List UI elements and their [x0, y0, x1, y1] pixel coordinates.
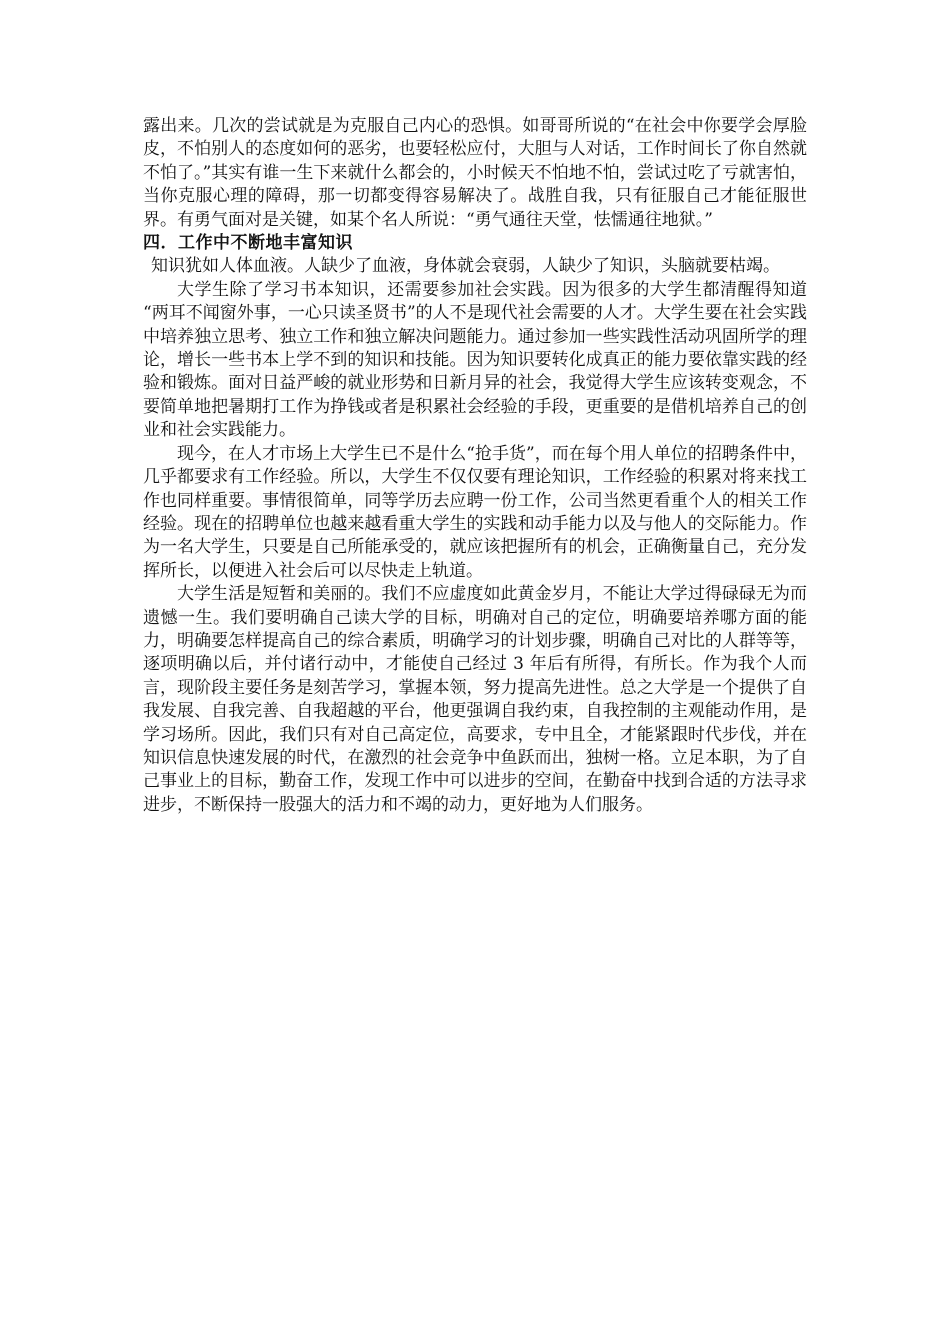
document-page: [143, 115, 807, 817]
paragraph-knowledge-blood: 知识犹如人体血液。人缺少了血液，身体就会衰弱，人缺少了知识，头脑就要枯竭。: [151, 256, 780, 277]
paragraph-courage: 露出来。几次的尝试就是为克服自己内心的恐惧。如哥哥所说的“在社会中你要学会厚脸皮，不怕别人的态度如何的恶劣，也要轻松应付，大胆与人对话，工作时间长了你自然就不怕了。”其实有谁一生下来就什么都会的，小时候天不怕地不怕，尝试过吃了亏就害怕，当你克服心理的障碍，那一切都变得容易解决了。战胜自我，只有征服自己才能征服世界。有勇气面对是关键，如某个名人所说：“勇气通往天堂，怯懦通往地狱。”: [143, 116, 807, 230]
paragraph-work-experience: 现今，在人才市场上大学生已不是什么“抢手货”，而在每个用人单位的招聘条件中，几乎都要求有工作经验。所以，大学生不仅仅要有理论知识，工作经验的积累对将来找工作也同样重要。事情很简单，同等学历去应聘一份工作，公司当然更看重个人的相关工作经验。现在的招聘单位也越来越看重大学生的实践和动手能力以及与他人的交际能力。作为一名大学生，只要是自己所能承受的，就应该把握所有的机会，正确衡量自己，充分发挥所长，以便进入社会后可以尽快走上轨道。: [143, 443, 807, 581]
section-heading-4: 四．工作中不断地丰富知识: [143, 233, 353, 254]
paragraph-social-practice: 大学生除了学习书本知识，还需要参加社会实践。因为很多的大学生都清醒得知道 “两耳不闻窗外事，一心只读圣贤书”的人不是现代社会需要的人才。大学生要在社会实践中培养独立思考、独立工作和独立解决问题能力。通过参加一些实践性活动巩固所学的理论，增长一些书本上学不到的知识和技能。因为知识要转化成真正的能力要依靠实践的经验和锻炼。面对日益严峻的就业形势和日新月异的社会，我觉得大学生应该转变观念，不要简单地把暑期打工作为挣钱或者是积累社会经验的手段，更重要的是借机培养自己的创业和社会实践能力。: [143, 279, 807, 441]
paragraph-college-life: 大学生活是短暂和美丽的。我们不应虚度如此黄金岁月，不能让大学过得碌碌无为而遗憾一生。我们要明确自己读大学的目标，明确对自己的定位，明确要培养哪方面的能力，明确要怎样提高自己的综合素质，明确学习的计划步骤，明确自己对比的人群等等，逐项明确以后，并付诸行动中，才能使自己经过 3 年后有所得，有所长。作为我个人而言，现阶段主要任务是刻苦学习，掌握本领，努力提高先进性。总之大学是一个提供了自我发展、自我完善、自我超越的平台，他更强调自我约束，自我控制的主观能动作用，是学习场所。因此，我们只有对自己高定位，高要求，专中且全，才能紧跟时代步伐，并在知识信息快速发展的时代，在激烈的社会竞争中鱼跃而出，独树一格。立足本职，为了自己事业上的目标，勤奋工作，发现工作中可以进步的空间，在勤奋中找到合适的方法寻求进步，不断保持一股强大的活力和不竭的动力，更好地为人们服务。: [143, 584, 807, 815]
